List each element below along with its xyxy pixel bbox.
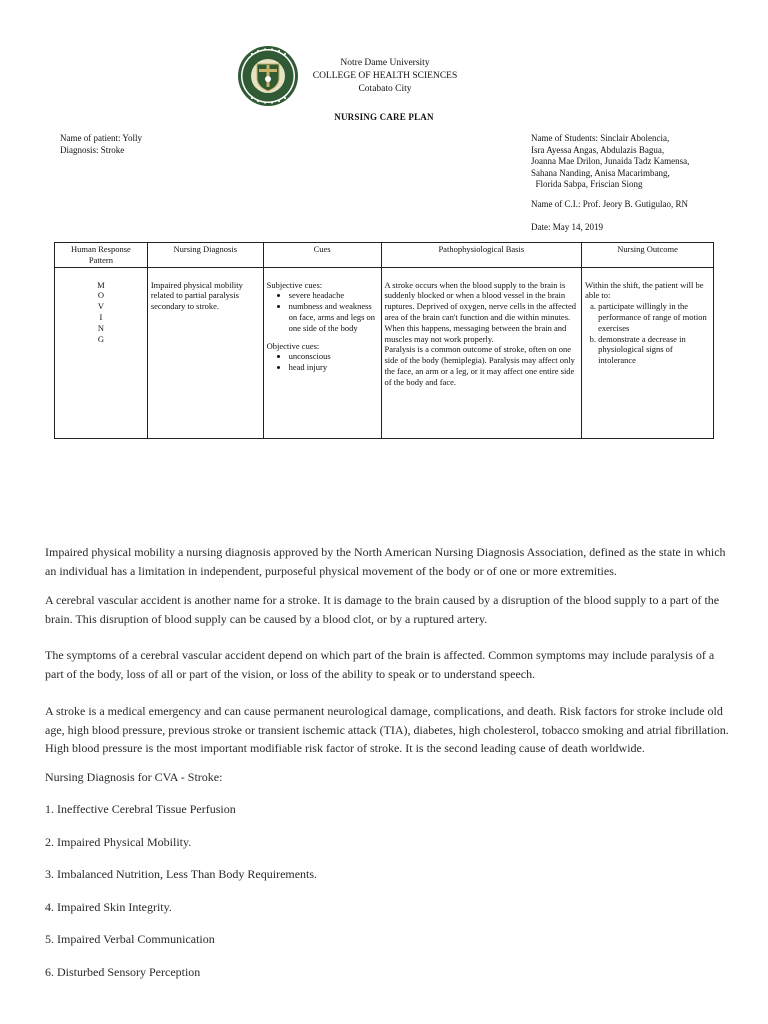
plan-date: Date: May 14, 2019 — [531, 222, 603, 232]
list-item: 2. Impaired Physical Mobility. — [45, 834, 192, 849]
list-item: a. participate willingly in the performance of range of motion exercises — [598, 301, 710, 333]
outcome-intro: Within the shift, the patient will be able to: — [585, 279, 704, 301]
nursing-outcome-cell — [582, 267, 714, 438]
pattern-letter: V — [97, 301, 104, 312]
patient-name: Name of patient: Yolly — [60, 133, 142, 143]
response-pattern-cell — [55, 267, 148, 438]
list-item: b. demonstrate a decrease in physiological signs of intolerance — [598, 334, 710, 366]
outcome-list — [585, 301, 710, 366]
list-item: • severe headache — [289, 290, 378, 301]
students-line: Sahana Nanding, Anisa Macarimbang, — [531, 167, 670, 178]
patho-basis-cell — [381, 267, 582, 438]
patient-info — [60, 133, 142, 156]
document-header — [300, 57, 470, 96]
pattern-letter: M — [97, 279, 105, 290]
pattern-letter: N — [97, 322, 104, 333]
nursing-diagnosis-cell: Impaired physical mobility related to partial paralysis secondary to stroke. — [147, 267, 263, 438]
university-name: Notre Dame University — [340, 58, 430, 68]
students-line: Name of Students: Sinclair Abolencia, — [531, 133, 670, 143]
subjective-cues-label: Subjective cues: — [266, 279, 323, 290]
university-seal-logo — [237, 45, 299, 107]
header-patho-basis: Pathophysiological Basis — [381, 243, 582, 268]
students-line: Joanna Mae Drilon, Junaida Tadz Kamensa, — [531, 156, 690, 166]
essay-paragraph: A cerebral vascular accident is another name for a stroke. It is damage to the brain caused by a disruption of the blood supply to a part of the brain. This disruption of blood supply can be caused by a blood clot, or by a ruptured artery. — [45, 593, 720, 626]
city-name: Cotabato City — [358, 84, 412, 94]
patient-diagnosis: Diagnosis: Stroke — [60, 144, 125, 155]
header-response-pattern: Human Response Pattern — [55, 243, 148, 268]
essay-paragraph: Impaired physical mobility a nursing diagnosis approved by the North American Nursing Diagnosis Association, defined as the state in which an individual has a limitation in independent, purposeful physical movement of the body or of one or more extremities. — [45, 545, 726, 578]
essay-paragraph: A stroke is a medical emergency and can cause permanent neurological damage, complications, and death. Risk factors for stroke include old age, high blood pressure, previous stroke or transient ischemic attack (TIA), diabetes, high cholesterol, tobacco smoking and atrial fibrillation. High blood pressure is the most important modifiable risk factor of stroke. It is the second leading cause of death worldwide. — [45, 704, 729, 755]
table-row — [55, 267, 714, 438]
essay-paragraph: The symptoms of a cerebral vascular accident depend on which part of the brain is affected. Common symptoms may include paralysis of a part of the body, loss of all or part of the vision, or loss of the ability to speak or to understand speech. — [45, 648, 715, 681]
list-heading: Nursing Diagnosis for CVA - Stroke: — [45, 769, 223, 784]
pattern-letter: O — [97, 290, 104, 301]
cues-cell — [263, 267, 381, 438]
clinical-instructor: Name of C.I.: Prof. Jeory B. Gutigulao, RN — [531, 199, 688, 209]
college-name: COLLEGE OF HEALTH SCIENCES — [312, 71, 458, 81]
objective-cues-label: Objective cues: — [266, 340, 320, 351]
pattern-letter: I — [99, 311, 103, 322]
essay-body — [45, 543, 730, 981]
pattern-letter: G — [97, 333, 104, 344]
list-item: • unconscious — [289, 351, 378, 362]
list-item: 1. Ineffective Cerebral Tissue Perfusion — [45, 802, 236, 816]
list-item: 4. Impaired Skin Integrity. — [45, 899, 172, 914]
students-info — [531, 133, 741, 191]
patho-basis-text: A stroke occurs when the blood supply to the brain is suddenly blocked or when a blood vessel in the brain ruptures. Deprived of oxygen, nerve cells in the affected area of the brain can't function and die within minutes. When this happens, messaging between the brain and muscles may not work properly. — [384, 279, 576, 344]
subjective-cues-list — [267, 290, 378, 333]
list-item: 3. Imbalanced Nutrition, Less Than Body Requirements. — [45, 867, 318, 881]
care-plan-table — [54, 242, 714, 439]
document-title: NURSING CARE PLAN — [334, 112, 434, 122]
students-line: Isra Ayessa Angas, Abdulazis Bagua, — [531, 144, 665, 155]
list-item: 5. Impaired Verbal Communication — [45, 932, 215, 946]
header-nursing-diagnosis: Nursing Diagnosis — [147, 243, 263, 268]
list-item: • head injury — [289, 362, 378, 373]
list-item: • numbness and weakness on face, arms and legs on one side of the body — [289, 301, 378, 333]
objective-cues-list — [267, 351, 378, 373]
students-line: Florida Sabpa, Friscian Siong — [531, 179, 643, 189]
patho-basis-text-2: Paralysis is a common outcome of stroke, often on one side of the body (hemiplegia). Paralysis may affect only the face, an arm or a leg, or it may affect one entire side of the body and face. — [384, 344, 575, 387]
list-item: 6. Disturbed Sensory Perception — [45, 964, 201, 979]
header-nursing-outcome: Nursing Outcome — [582, 243, 714, 268]
table-header-row — [55, 243, 714, 268]
header-cues: Cues — [263, 243, 381, 268]
